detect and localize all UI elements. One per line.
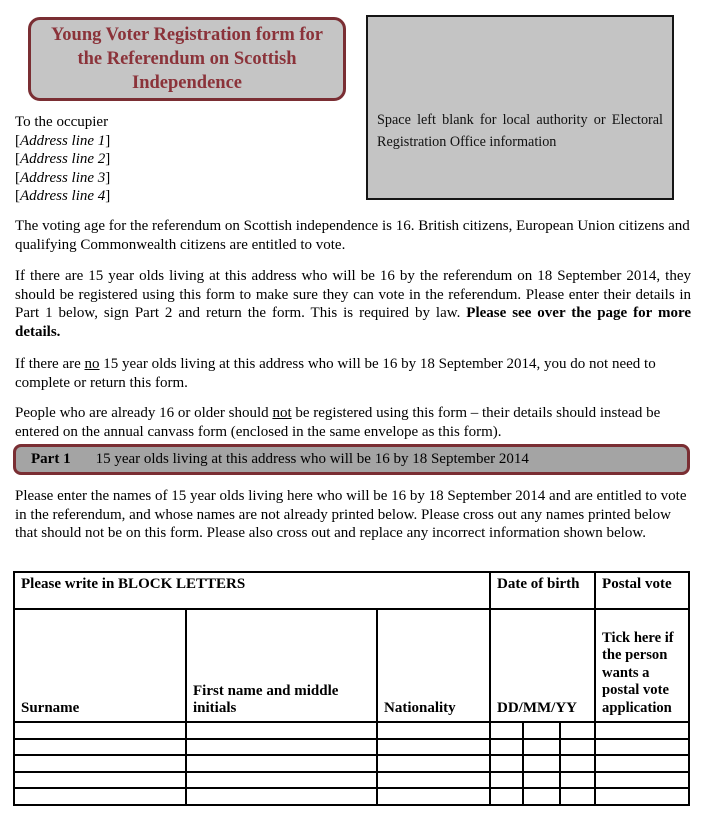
paragraph-no-15-year-olds: [15, 355, 691, 392]
col-header-surname: Surname: [14, 609, 186, 722]
surname-cell[interactable]: [14, 739, 186, 756]
postal-vote-cell[interactable]: [595, 772, 689, 789]
postal-vote-cell[interactable]: [595, 722, 689, 739]
first-name-cell[interactable]: [186, 739, 377, 756]
table-header-row-top: [14, 572, 689, 609]
col-header-dob-format: DD/MM/YY: [490, 609, 595, 722]
bracket-close: ]: [105, 132, 111, 149]
form-title-line-3: Independence: [132, 73, 242, 93]
address-line-text: Address line 4: [20, 188, 106, 205]
bracket-close: ]: [105, 169, 111, 186]
header-postal-vote: Postal vote: [595, 572, 689, 609]
address-salutation: To the occupier: [15, 114, 109, 130]
paragraph-already-16: [15, 404, 691, 441]
first-name-cell[interactable]: [186, 788, 377, 805]
dob-yy-cell[interactable]: [560, 739, 595, 756]
entry-row: [14, 788, 689, 805]
dob-dd-cell[interactable]: [490, 739, 523, 756]
dob-mm-cell[interactable]: [523, 739, 560, 756]
form-title-box: [28, 17, 346, 101]
nationality-cell[interactable]: [377, 722, 490, 739]
surname-cell[interactable]: [14, 788, 186, 805]
dob-mm-cell[interactable]: [523, 788, 560, 805]
authority-info-text: Space left blank for local authority or Electoral Registration Office information: [377, 112, 663, 150]
col-header-postal-hint: Tick here if the person wants a postal vote application: [595, 609, 689, 722]
dob-mm-cell[interactable]: [523, 772, 560, 789]
dob-dd-cell[interactable]: [490, 788, 523, 805]
form-title: [51, 23, 323, 95]
address-line-1: [15, 132, 110, 151]
paragraph-text: If there are: [15, 356, 85, 372]
registration-table: [13, 571, 690, 806]
paragraph-registration-instructions: [15, 267, 691, 341]
form-title-line-2: the Referendum on Scottish: [77, 49, 297, 69]
dob-yy-cell[interactable]: [560, 722, 595, 739]
dob-dd-cell[interactable]: [490, 722, 523, 739]
address-line-text: Address line 3: [20, 169, 106, 186]
first-name-cell[interactable]: [186, 772, 377, 789]
paragraph-underlined-text: not: [272, 405, 292, 421]
paragraph-text: If there are 15 year olds living at this address who will be 16 by the referendum on 18 September 2014, they should be registered using this form to make sure they can vote in the referendum. Please enter their details in Part 1 below, sign Part 2 and return the form. This is required by law.: [15, 268, 691, 322]
header-date-of-birth: Date of birth: [490, 572, 595, 609]
entry-row: [14, 772, 689, 789]
surname-cell[interactable]: [14, 772, 186, 789]
address-line-2: [15, 150, 110, 169]
address-block: [15, 113, 110, 206]
header-block-letters: Please write in BLOCK LETTERS: [14, 572, 490, 609]
nationality-cell[interactable]: [377, 739, 490, 756]
table-header-row-columns: [14, 609, 689, 722]
paragraph-underlined-text: no: [84, 356, 100, 372]
paragraph-bold-text: Please see over the page for more details.: [15, 305, 691, 340]
entry-row: [14, 739, 689, 756]
dob-dd-cell[interactable]: [490, 755, 523, 772]
address-line-4: [15, 187, 110, 206]
entry-row: [14, 755, 689, 772]
paragraph-text: be registered using this form – their details should instead be entered on the annual canvass form (enclosed in the same envelope as this form).: [15, 405, 661, 440]
nationality-cell[interactable]: [377, 755, 490, 772]
bracket-open: [: [15, 132, 20, 149]
bracket-open: [: [15, 169, 20, 186]
dob-yy-cell[interactable]: [560, 772, 595, 789]
postal-vote-cell[interactable]: [595, 788, 689, 805]
postal-vote-cell[interactable]: [595, 755, 689, 772]
bracket-close: ]: [105, 188, 111, 205]
paragraph-text: 15 year olds living at this address who will be 16 by 18 September 2014, you do not need to complete or return this form.: [15, 356, 656, 391]
address-line-3: [15, 169, 110, 188]
paragraph-enter-names: Please enter the names of 15 year olds living here who will be 16 by 18 September 2014 and are entitled to vote in the referendum, and whose names are not already printed below. Please cross out any names printed below that should not be on this form. Please also cross out and replace any incorrect information shown below.: [15, 488, 687, 542]
bracket-close: ]: [105, 151, 111, 168]
paragraph-text: People who are already 16 or older should: [15, 405, 273, 421]
dob-dd-cell[interactable]: [490, 772, 523, 789]
entry-rows: [14, 722, 689, 805]
address-line-text: Address line 1: [20, 132, 106, 149]
nationality-cell[interactable]: [377, 772, 490, 789]
col-header-nationality: Nationality: [377, 609, 490, 722]
col-header-first-name: First name and middle initials: [186, 609, 377, 722]
first-name-cell[interactable]: [186, 755, 377, 772]
dob-mm-cell[interactable]: [523, 722, 560, 739]
dob-mm-cell[interactable]: [523, 755, 560, 772]
part1-description: 15 year olds living at this address who will be 16 by 18 September 2014: [95, 451, 529, 467]
form-title-line-1: Young Voter Registration form for: [51, 25, 323, 45]
entry-row: [14, 722, 689, 739]
nationality-cell[interactable]: [377, 788, 490, 805]
postal-vote-cell[interactable]: [595, 739, 689, 756]
surname-cell[interactable]: [14, 722, 186, 739]
address-line-text: Address line 2: [20, 151, 106, 168]
dob-yy-cell[interactable]: [560, 788, 595, 805]
bracket-open: [: [15, 151, 20, 168]
authority-info-box: [366, 15, 674, 200]
part1-banner: [13, 444, 690, 475]
dob-yy-cell[interactable]: [560, 755, 595, 772]
paragraph-voting-age: The voting age for the referendum on Scottish independence is 16. British citizens, European Union citizens and qualifying Commonwealth citizens are entitled to vote.: [15, 218, 690, 253]
surname-cell[interactable]: [14, 755, 186, 772]
part1-label: Part 1: [31, 451, 71, 467]
bracket-open: [: [15, 188, 20, 205]
first-name-cell[interactable]: [186, 722, 377, 739]
